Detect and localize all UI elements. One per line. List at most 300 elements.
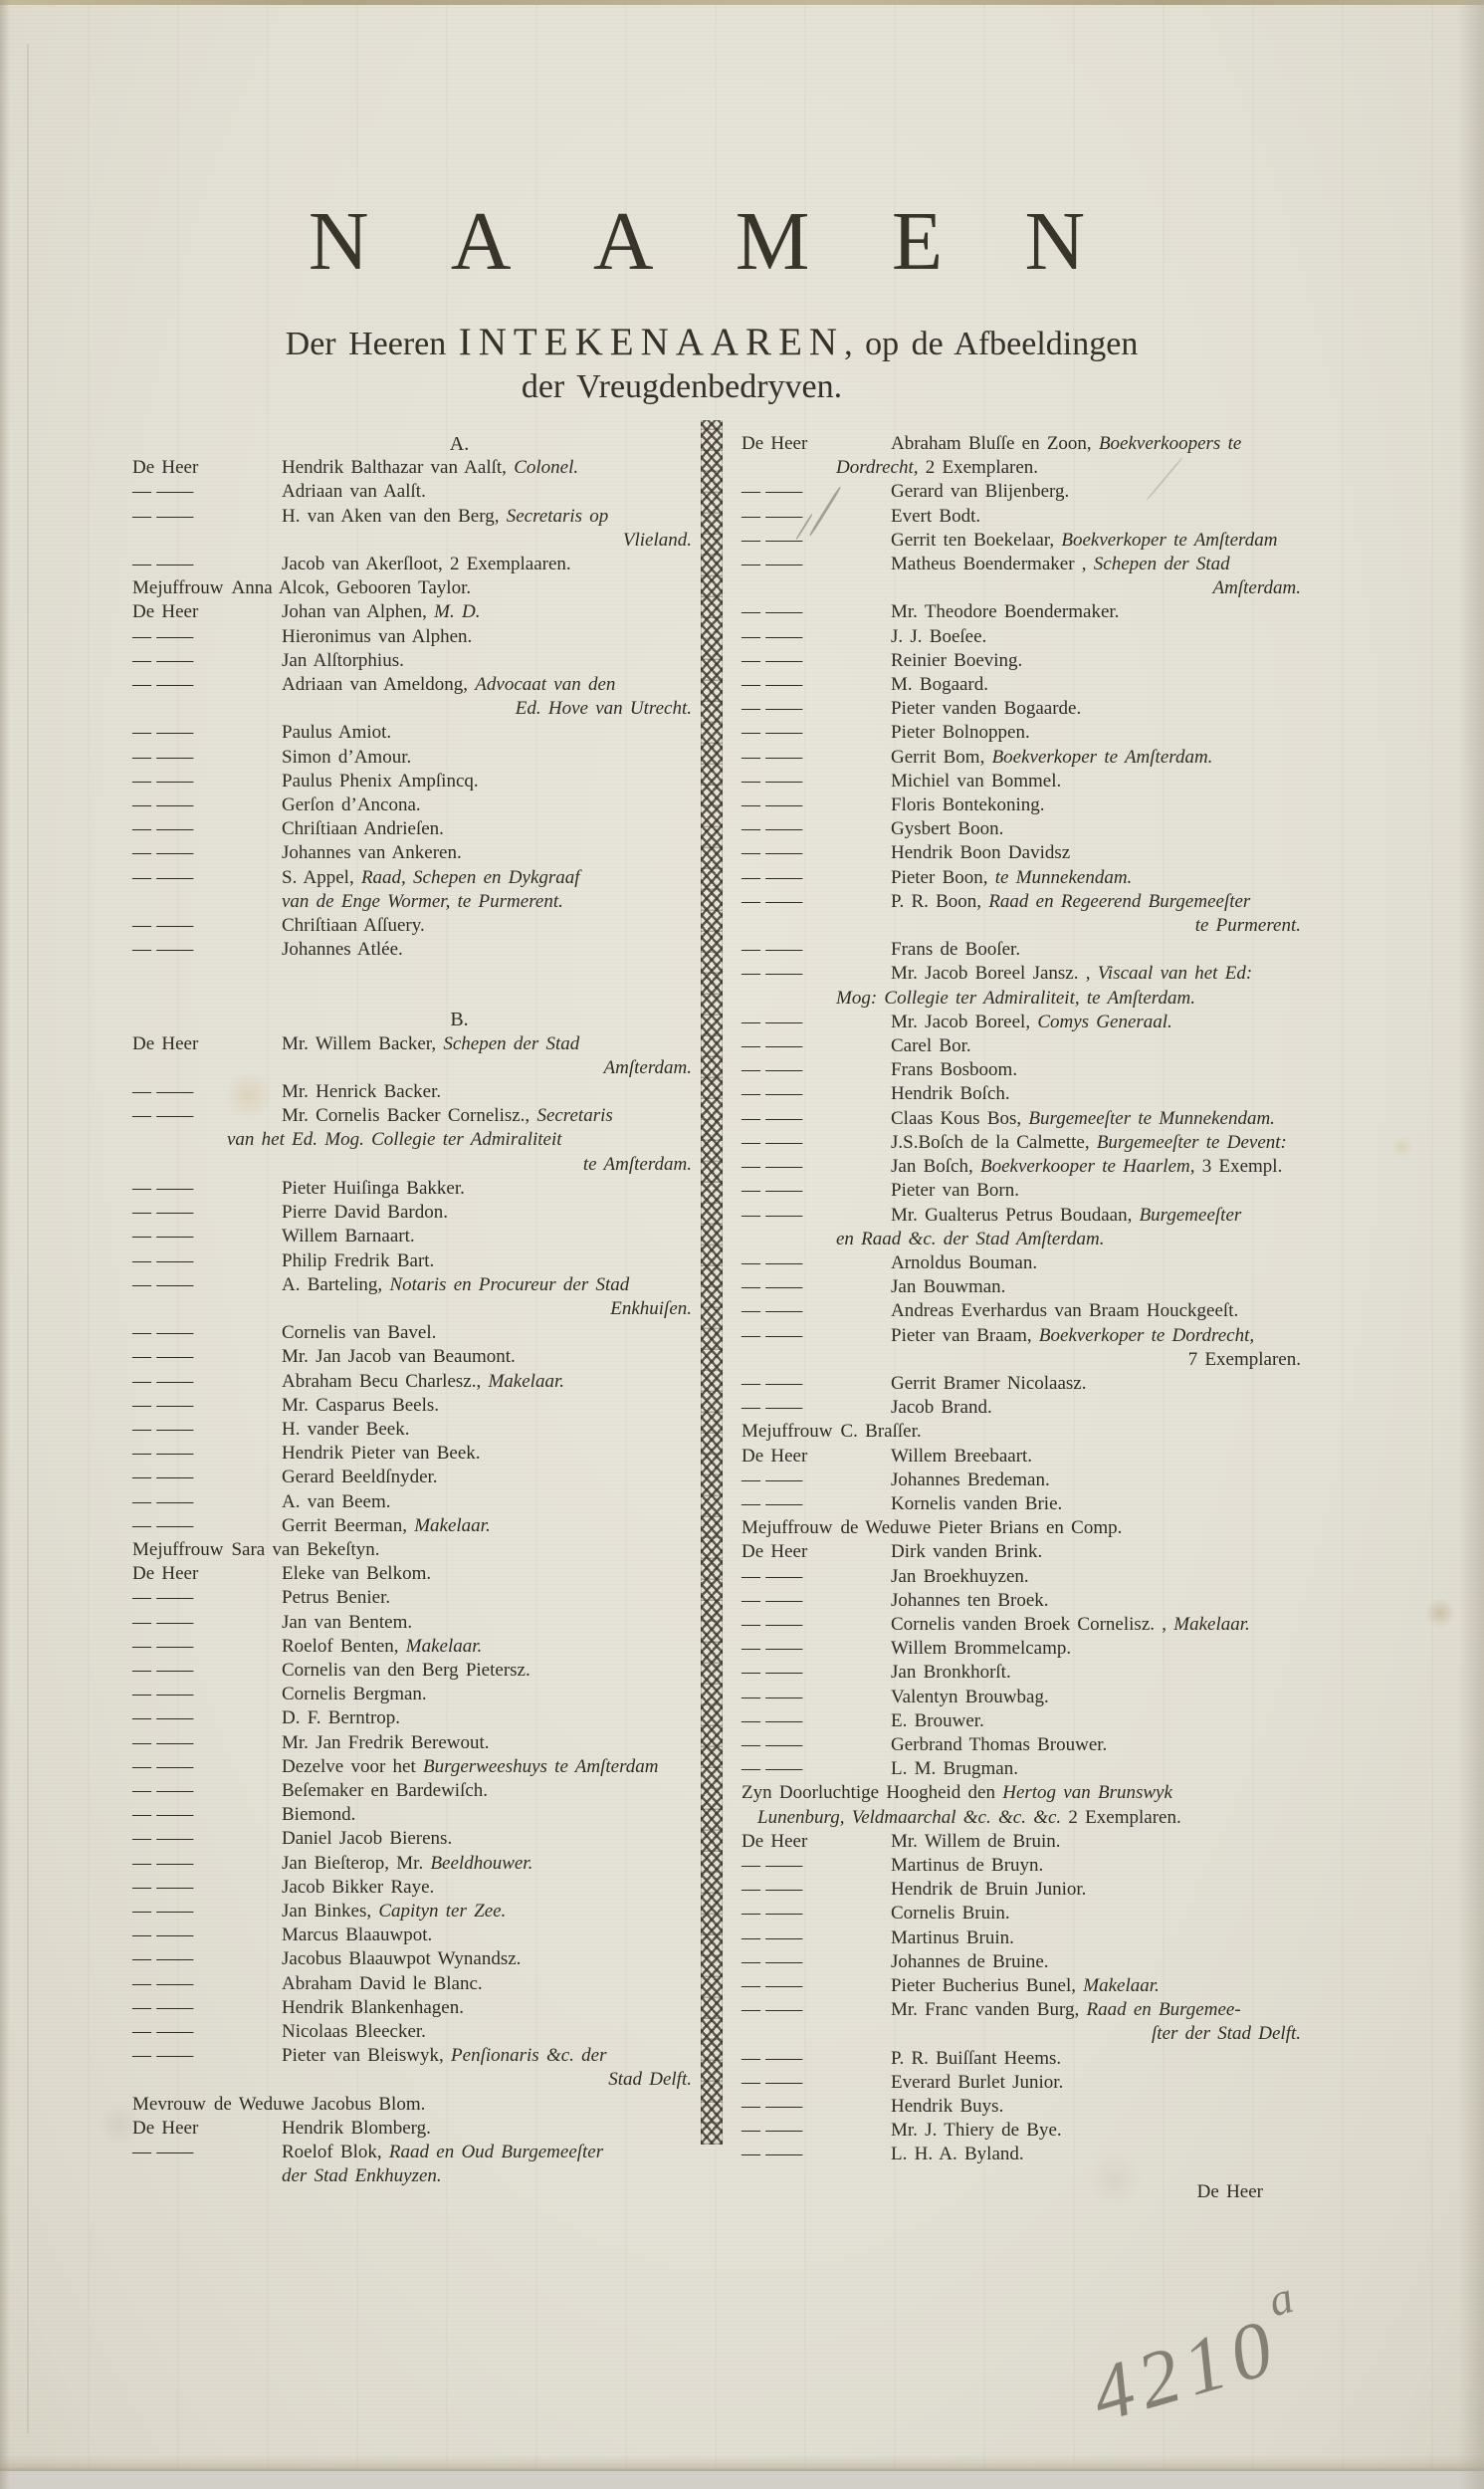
- subscriber-entry-line: [132, 2044, 702, 2068]
- ditto-dashes: — ——: [742, 1686, 802, 1707]
- ditto-dashes: — ——: [132, 1370, 193, 1392]
- ditto-dashes: — ——: [132, 1731, 193, 1753]
- entry-name-text: Willem Barnaart.: [282, 1226, 415, 1247]
- entry-role-text: Vlieland.: [622, 529, 692, 551]
- entry-name-text: S. Appel,: [282, 866, 361, 888]
- subscriber-entry-line: [132, 721, 702, 745]
- subscriber-entry-line: [742, 1854, 1311, 1878]
- subscriber-entry-line: [132, 1779, 702, 1803]
- entry-name-text: A. Barteling,: [282, 1273, 390, 1295]
- ditto-dashes: — ——: [742, 1107, 802, 1129]
- entry-role-text: Secretaris: [536, 1105, 613, 1127]
- entry-name-text: Pierre David Bardon.: [282, 1202, 448, 1224]
- subscriber-entry-line: [132, 625, 702, 649]
- entry-name-text: Jan Boſch,: [891, 1156, 980, 1178]
- honorific-label: De Heer: [132, 457, 199, 479]
- subscriber-entry-line: [742, 1204, 1311, 1228]
- entry-name-text: Nicolaas Bleecker.: [282, 2021, 426, 2042]
- subscriber-entry-line: [742, 1516, 1311, 1540]
- subscriber-entry-line: [132, 505, 702, 529]
- subscriber-entry-line: [132, 1996, 702, 2020]
- subscriber-entry-line: [742, 2022, 1311, 2046]
- subtitle-post: , op de Afbeeldingen: [844, 326, 1139, 362]
- entry-name-text: Jan Alſtorphius.: [282, 649, 404, 671]
- ditto-dashes: — ——: [132, 1707, 193, 1729]
- ditto-dashes: — ——: [742, 1613, 802, 1635]
- honorific-label: De Heer: [742, 1541, 808, 1563]
- subscriber-entry-line: [132, 1538, 702, 1562]
- entry-name-text: Carel Bor.: [891, 1035, 971, 1057]
- subscriber-entry-line: [742, 576, 1311, 600]
- ditto-dashes: — ——: [742, 2071, 802, 2093]
- ditto-dashes: — ——: [742, 1156, 802, 1178]
- ditto-dashes: — ——: [132, 1804, 193, 1826]
- subscriber-entry-line: [742, 1324, 1311, 1348]
- entry-name-text: 2 Exemplaren.: [918, 457, 1039, 479]
- honorific-label: De Heer: [742, 1830, 808, 1852]
- subscriber-entry-line: [132, 456, 702, 480]
- entry-name-text: Mr. Gualterus Petrus Boudaan,: [891, 1204, 1140, 1226]
- entry-role-text: Enkhuiſen.: [610, 1297, 692, 1319]
- entry-name-text: Dezelve voor het: [282, 1755, 424, 1777]
- subscriber-entry-line: [742, 1469, 1311, 1492]
- honorific-label: De Heer: [132, 1563, 199, 1585]
- entry-role-text: Raad en Burgemee-: [1086, 1999, 1241, 2021]
- entry-role-text: van de Enge Wormer, te Purmerent.: [282, 890, 563, 912]
- honorific-label: Mevrouw: [132, 2093, 206, 2115]
- subscriber-entry-line: [742, 1372, 1311, 1396]
- ditto-dashes: — ——: [742, 2120, 802, 2142]
- entry-name-text: P. R. Buiſſant Heems.: [891, 2047, 1062, 2069]
- subscriber-entry-line: [742, 962, 1311, 986]
- entry-name-text: Mr. Willem Backer,: [282, 1032, 444, 1054]
- entry-name-text: Jan van Bentem.: [282, 1611, 413, 1633]
- subscriber-entry-line: [132, 770, 702, 793]
- honorific-label: Mejuffrouw: [742, 1517, 833, 1539]
- catchword: De Heer: [1196, 2180, 1263, 2202]
- ditto-dashes: — ——: [742, 1180, 802, 1202]
- subscriber-entry-line: [132, 1900, 702, 1923]
- ditto-dashes: — ——: [742, 1372, 802, 1394]
- ditto-dashes: — ——: [132, 866, 193, 888]
- subscriber-entry-line: [132, 1611, 702, 1635]
- entry-role-text: Stad Delft.: [608, 2069, 692, 2091]
- subscriber-entry-line: [132, 673, 702, 697]
- ditto-dashes: — ——: [742, 2096, 802, 2118]
- entry-name-text: Claas Kous Bos,: [891, 1107, 1029, 1129]
- entry-role-text: Raad en Oud Burgemeeſter: [388, 2142, 604, 2163]
- subtitle-caps: INTEKENAAREN: [458, 321, 845, 363]
- subscriber-entry-line: [132, 746, 702, 770]
- ditto-dashes: — ——: [742, 794, 802, 816]
- subscriber-entry-line: [132, 1345, 702, 1369]
- entry-role-text: Boekverkoper te Amſterdam: [1061, 529, 1278, 551]
- subscriber-entry-line: [742, 1733, 1311, 1757]
- entry-name-text: Arnoldus Bouman.: [891, 1251, 1038, 1273]
- ditto-dashes: — ——: [132, 746, 193, 768]
- subscriber-entry-line: [132, 841, 702, 865]
- subscriber-entry-line: [742, 2143, 1311, 2166]
- ditto-dashes: — ——: [132, 2045, 193, 2067]
- subscriber-entry-line: [132, 553, 702, 576]
- entry-name-text: Floris Bontekoning.: [891, 794, 1045, 816]
- entry-name-text: A. van Beem.: [282, 1490, 391, 1512]
- entry-name-text: Andreas Everhardus van Braam Houckgeeſt.: [891, 1300, 1239, 1322]
- ditto-dashes: — ——: [132, 1467, 193, 1488]
- subscriber-entry-line: [742, 1974, 1311, 1998]
- entry-name-text: Jan Bronkhorſt.: [891, 1662, 1011, 1684]
- entry-name-text: Pieter vanden Bogaarde.: [891, 698, 1082, 720]
- ditto-dashes: — ——: [132, 1202, 193, 1224]
- entry-name-text: 2 Exemplaren.: [1061, 1806, 1181, 1828]
- left-column: [132, 432, 702, 2188]
- subscriber-entry-line: [742, 1661, 1311, 1685]
- entry-name-text: Martinus Bruin.: [891, 1926, 1014, 1948]
- subscriber-entry-line: [742, 1034, 1311, 1058]
- entry-name-text: Pieter Boon,: [891, 866, 995, 888]
- entry-name-text: Mr. Theodore Boendermaker.: [891, 601, 1120, 623]
- ditto-dashes: — ——: [132, 1900, 193, 1922]
- ditto-dashes: — ——: [742, 1251, 802, 1273]
- subscriber-entry-line: [742, 1131, 1311, 1155]
- entry-name-text: Mr. Jan Fredrik Berewout.: [282, 1731, 490, 1753]
- entry-name-text: Jan Bieſterop, Mr.: [282, 1852, 431, 1874]
- entry-name-text: Mr. Cornelis Backer Cornelisz.,: [282, 1105, 537, 1127]
- honorific-label: De Heer: [742, 433, 808, 454]
- subscriber-entry-line: [132, 1153, 702, 1177]
- subscriber-entry-line: [132, 817, 702, 841]
- subscriber-entry-line: [132, 1201, 702, 1225]
- ditto-dashes: — ——: [132, 1514, 193, 1536]
- honorific-label: Mejuffrouw: [132, 1538, 224, 1560]
- subscriber-entry-line: [742, 1540, 1311, 1564]
- subscriber-entry-line: [132, 793, 702, 817]
- entry-role-text: Schepen der Stad: [1093, 554, 1230, 575]
- subscriber-entry-line: [742, 1830, 1311, 1854]
- ditto-dashes: — ——: [132, 794, 193, 816]
- ditto-dashes: — ——: [742, 2047, 802, 2069]
- ditto-dashes: — ——: [742, 939, 802, 961]
- subscriber-entry-line: [132, 1442, 702, 1466]
- ditto-dashes: — ——: [742, 1758, 802, 1780]
- entry-role-text: M. D.: [434, 601, 481, 623]
- ditto-dashes: — ——: [132, 1948, 193, 1970]
- ditto-dashes: — ——: [742, 1204, 802, 1226]
- page-title: NAAMEN: [308, 195, 1167, 288]
- entry-name-text: Cornelis vanden Broek Cornelisz. ,: [891, 1613, 1174, 1635]
- section-letter-heading: A.: [449, 433, 470, 455]
- subscriber-entry-line: [132, 1297, 702, 1321]
- subscriber-entry-line: [742, 817, 1311, 841]
- entry-name-text: de Weduwe Jacobus Blom.: [213, 2093, 426, 2115]
- ditto-dashes: — ——: [742, 601, 802, 623]
- entry-name-text: Jacob Bikker Raye.: [282, 1876, 435, 1898]
- subscriber-entry-line: [742, 1082, 1311, 1106]
- ditto-dashes: — ——: [132, 1226, 193, 1247]
- document-page: [0, 4, 1484, 2469]
- entry-name-text: Evert Bodt.: [891, 505, 981, 527]
- entry-name-text: Gerrit ten Boekelaar,: [891, 529, 1062, 551]
- entry-name-text: C. Braſſer.: [840, 1421, 922, 1443]
- ditto-dashes: — ——: [132, 1587, 193, 1609]
- entry-role-text: Burgemeeſter te Munnekendam.: [1028, 1107, 1275, 1129]
- ditto-dashes: — ——: [742, 1083, 802, 1105]
- entry-role-text: Hertog van Brunswyk: [1002, 1782, 1172, 1804]
- ditto-dashes: — ——: [132, 1996, 193, 2018]
- subscriber-entry-line: [742, 1107, 1311, 1131]
- entry-name-text: Johannes ten Broek.: [891, 1589, 1049, 1611]
- subscriber-entry-line: [742, 987, 1311, 1011]
- ditto-dashes: — ——: [132, 1490, 193, 1512]
- ditto-dashes: — ——: [132, 1611, 193, 1633]
- entry-name-text: Mr. Willem de Bruin.: [891, 1830, 1061, 1852]
- subscriber-entry-line: [742, 2119, 1311, 2143]
- ditto-dashes: — ——: [132, 2021, 193, 2042]
- entry-role-text: Makelaar.: [488, 1370, 564, 1392]
- ditto-dashes: — ——: [742, 505, 802, 527]
- entry-name-text: Beſemaker en Bardewiſch.: [282, 1779, 489, 1801]
- section-letter-heading: B.: [450, 1009, 469, 1031]
- subscriber-entry-line: [132, 1755, 702, 1779]
- entry-name-text: Gerrit Bramer Nicolaasz.: [891, 1372, 1087, 1394]
- subscriber-entry-line: [742, 1275, 1311, 1299]
- entry-role-text: Boekverkoopers te: [1098, 433, 1242, 454]
- ditto-dashes: — ——: [742, 698, 802, 720]
- entry-name-text: Pieter van Born.: [891, 1180, 1020, 1202]
- entry-name-text: Paulus Phenix Ampſincq.: [282, 770, 479, 792]
- ditto-dashes: — ——: [132, 1081, 193, 1103]
- entry-name-text: Hendrik Boon Davidsz: [891, 842, 1071, 864]
- entry-name-text: Mr. Franc vanden Burg,: [891, 1999, 1087, 2021]
- ditto-dashes: — ——: [742, 1011, 802, 1032]
- ditto-dashes: — ——: [132, 1876, 193, 1898]
- ditto-dashes: — ——: [132, 1924, 193, 1946]
- entry-role-text: Secretaris op: [506, 505, 609, 527]
- subscriber-entry-line: [742, 1902, 1311, 1925]
- entry-role-text: Amſterdam.: [603, 1056, 692, 1078]
- subscriber-entry-line: [132, 1852, 702, 1876]
- ditto-dashes: — ——: [742, 1589, 802, 1611]
- ditto-dashes: — ——: [742, 649, 802, 671]
- subscriber-entry-line: [132, 1683, 702, 1706]
- ditto-dashes: — ——: [742, 1709, 802, 1731]
- subscriber-entry-line: [132, 1225, 702, 1248]
- ditto-dashes: — ——: [742, 818, 802, 840]
- entry-name-text: Willem Brommelcamp.: [891, 1638, 1072, 1660]
- ditto-dashes: — ——: [742, 1492, 802, 1514]
- column-divider-ornament: [701, 420, 723, 2145]
- ditto-dashes: — ——: [132, 915, 193, 937]
- subscriber-entry-line: [742, 673, 1311, 697]
- subscriber-entry-line: [742, 770, 1311, 793]
- subscriber-entry-line: [742, 1228, 1311, 1251]
- entry-role-text: Amſterdam.: [1212, 577, 1301, 599]
- entry-name-text: Everard Burlet Junior.: [891, 2071, 1064, 2093]
- entry-name-text: D. F. Berntrop.: [282, 1707, 401, 1729]
- entry-role-text: te Purmerent.: [1194, 915, 1301, 937]
- subscriber-entry-line: [742, 866, 1311, 890]
- entry-name-text: Hendrik Pieter van Beek.: [282, 1443, 481, 1465]
- subscriber-entry-line: [132, 2020, 702, 2044]
- ditto-dashes: — ——: [132, 505, 193, 527]
- entry-name-text: Hendrik de Bruin Junior.: [891, 1879, 1087, 1901]
- entry-name-text: M. Bogaard.: [891, 674, 989, 696]
- ditto-dashes: — ——: [742, 1276, 802, 1298]
- entry-name-text: Willem Breebaart.: [891, 1445, 1033, 1467]
- ditto-dashes: — ——: [132, 1273, 193, 1295]
- ditto-dashes: — ——: [132, 1249, 193, 1271]
- ditto-dashes: — ——: [742, 770, 802, 792]
- ditto-dashes: — ——: [742, 2144, 802, 2165]
- entry-role-text: Lunenburg, Veldmaarchal &c. &c. &c.: [757, 1806, 1062, 1828]
- entry-name-text: Abraham Becu Charlesz.,: [282, 1370, 489, 1392]
- ditto-dashes: — ——: [132, 1852, 193, 1874]
- entry-name-text: Mr. J. Thiery de Bye.: [891, 2120, 1062, 2142]
- entry-name-text: L. M. Brugman.: [891, 1758, 1018, 1780]
- ditto-dashes: — ——: [742, 866, 802, 888]
- subscriber-entry-line: [742, 1589, 1311, 1613]
- ditto-dashes: — ——: [742, 1999, 802, 2021]
- entry-name-text: Cornelis van Bavel.: [282, 1322, 437, 1344]
- ditto-dashes: — ——: [132, 1177, 193, 1199]
- entry-role-text: Boekverkooper te Haarlem,: [979, 1156, 1195, 1178]
- subscriber-entry-line: [132, 1080, 702, 1104]
- subscriber-entry-line: [132, 529, 702, 553]
- subscriber-entry-line: [132, 1586, 702, 1610]
- subscriber-entry-line: [132, 1659, 702, 1683]
- subscriber-entry-line: [132, 649, 702, 673]
- subscriber-entry-line: [742, 1757, 1311, 1781]
- ditto-dashes: — ——: [742, 1300, 802, 1322]
- entry-role-text: Colonel.: [514, 457, 579, 479]
- entry-name-text: Roelof Benten,: [282, 1635, 406, 1657]
- entry-name-text: Michiel van Bommel.: [891, 770, 1062, 792]
- entry-role-text: Advocaat van den: [475, 674, 616, 696]
- subscriber-entry-line: [742, 1878, 1311, 1902]
- entry-name-text: Paulus Amiot.: [282, 722, 392, 744]
- ditto-dashes: — ——: [132, 1322, 193, 1344]
- subscriber-entry-line: [742, 1926, 1311, 1950]
- subscriber-entry-line: [132, 1731, 702, 1755]
- subscriber-entry-line: [132, 1370, 702, 1394]
- ditto-dashes: — ——: [742, 842, 802, 864]
- subtitle-pre: Der Heeren: [285, 326, 459, 362]
- ditto-dashes: — ——: [132, 1346, 193, 1368]
- subscriber-entry-line: [742, 1251, 1311, 1275]
- subscriber-entry-line: [742, 553, 1311, 576]
- entry-role-text: der Stad Enkhuyzen.: [282, 2165, 442, 2187]
- entry-name-text: Simon d’Amour.: [282, 746, 412, 768]
- entry-role-text: Makelaar.: [405, 1635, 483, 1657]
- entry-role-text: Penſionaris &c. der: [451, 2045, 607, 2067]
- entry-name-text: Cornelis Bruin.: [891, 1903, 1010, 1924]
- entry-name-text: Johannes Bredeman.: [891, 1469, 1050, 1490]
- paper-edge-right: [1458, 0, 1484, 2489]
- ditto-dashes: — ——: [742, 1903, 802, 1924]
- subscriber-entry-line: [742, 1781, 1311, 1805]
- entry-name-text: Kornelis vanden Brie.: [891, 1492, 1063, 1514]
- subscriber-entry-line: [742, 1492, 1311, 1516]
- entry-name-text: Martinus de Bruyn.: [891, 1854, 1044, 1876]
- subscriber-entry-line: [742, 1396, 1311, 1420]
- entry-role-text: Ed. Hove van Utrecht.: [515, 698, 692, 720]
- ditto-dashes: — ——: [742, 1926, 802, 1948]
- subscriber-entry-line: [132, 1923, 702, 1947]
- entry-role-text: Makelaar.: [1173, 1613, 1250, 1635]
- ditto-dashes: — ——: [132, 1635, 193, 1657]
- ditto-dashes: — ——: [742, 1059, 802, 1081]
- entry-name-text: Pieter van Bleiswyk,: [282, 2045, 452, 2067]
- subscriber-entry-line: [742, 2047, 1311, 2071]
- entry-name-text: L. H. A. Byland.: [891, 2144, 1024, 2165]
- entry-name-text: Zyn Doorluchtige Hoogheid den: [742, 1782, 1003, 1804]
- entry-name-text: J.S.Boſch de la Calmette,: [891, 1131, 1097, 1153]
- ditto-dashes: — ——: [132, 1828, 193, 1850]
- subscriber-entry-line: [132, 1128, 702, 1152]
- ditto-dashes: — ——: [132, 554, 193, 575]
- subscriber-entry-line: [742, 1155, 1311, 1179]
- paper-edge-top: [0, 0, 1484, 5]
- entry-name-text: Chriſtiaan Aſſuery.: [282, 915, 425, 937]
- ditto-dashes: — ——: [132, 481, 193, 503]
- subscriber-entry-line: [132, 1177, 702, 1201]
- entry-name-text: de Weduwe Pieter Brians en Comp.: [840, 1517, 1123, 1539]
- subscriber-entry-line: [132, 2164, 702, 2188]
- subscriber-entry-line: [742, 480, 1311, 504]
- ditto-dashes: — ——: [742, 1565, 802, 1587]
- subscriber-entry-line: [742, 1637, 1311, 1661]
- entry-role-text: Capityn ter Zee.: [378, 1900, 507, 1922]
- ditto-dashes: — ——: [132, 674, 193, 696]
- entry-role-text: Comys Generaal.: [1037, 1011, 1172, 1032]
- subscriber-entry-line: [742, 1686, 1311, 1709]
- subscriber-entry-line: [132, 480, 702, 504]
- entry-name-text: Gerard van Blijenberg.: [891, 481, 1070, 503]
- subscriber-entry-line: [742, 746, 1311, 770]
- subscriber-entry-line: [132, 890, 702, 914]
- entry-role-text: Mog: Collegie ter Admiraliteit, te Amſterdam.: [836, 987, 1195, 1009]
- entry-name-text: Gerſon d’Ancona.: [282, 794, 421, 816]
- honorific-label: De Heer: [132, 2117, 199, 2139]
- entry-role-text: Makelaar.: [1083, 1975, 1160, 1996]
- subscriber-entry-line: [742, 841, 1311, 865]
- entry-role-text: te Munnekendam.: [994, 866, 1133, 888]
- ditto-dashes: — ——: [742, 529, 802, 551]
- entry-name-text: Pieter van Braam,: [891, 1324, 1039, 1346]
- entry-name-text: Gerrit Bom,: [891, 746, 992, 768]
- ditto-dashes: — ——: [132, 625, 193, 647]
- entry-name-text: Valentyn Brouwbag.: [891, 1686, 1049, 1707]
- entry-name-text: Hendrik Balthazar van Aalſt,: [282, 457, 515, 479]
- entry-name-text: Eleke van Belkom.: [282, 1563, 432, 1585]
- ditto-dashes: — ——: [742, 1638, 802, 1660]
- subscriber-entry-line: [742, 1998, 1311, 2022]
- entry-name-text: Adriaan van Aalſt.: [282, 481, 426, 503]
- subscriber-entry-line: [132, 1706, 702, 1730]
- subscriber-entry-line: [132, 1947, 702, 1971]
- entry-name-text: Hendrik Blomberg.: [282, 2117, 431, 2139]
- entry-name-text: P. R. Boon,: [891, 890, 989, 912]
- entry-role-text: van het Ed. Mog. Collegie ter Admiraliteit: [227, 1129, 562, 1151]
- subscriber-entry-line: [742, 697, 1311, 721]
- entry-name-text: Frans Bosboom.: [891, 1059, 1018, 1081]
- subscriber-entry-line: [132, 2117, 702, 2141]
- page-subtitle-line2: der Vreugdenbedryven.: [521, 368, 843, 405]
- ditto-dashes: — ——: [742, 674, 802, 696]
- ditto-dashes: — ——: [742, 1662, 802, 1684]
- entry-name-text: Gerard Beeldſnyder.: [282, 1467, 438, 1488]
- entry-name-text: Jan Binkes,: [282, 1900, 379, 1922]
